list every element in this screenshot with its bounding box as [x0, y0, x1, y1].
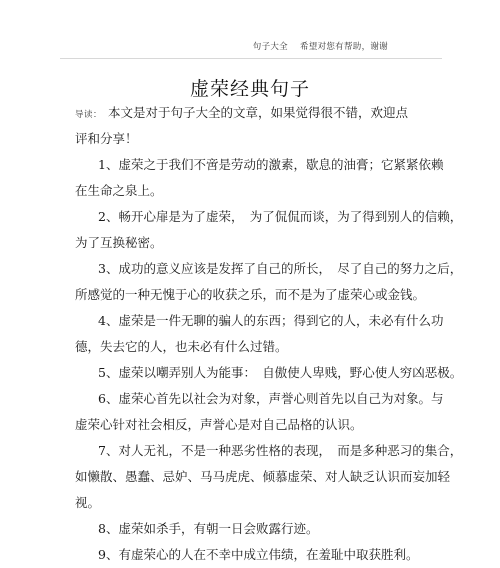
- paragraph-3: [75, 256, 463, 308]
- paragraph-line: 视。: [75, 495, 101, 510]
- intro-paragraph: [75, 100, 415, 152]
- paragraph-line: 德，失去它的人，也未必有什么过错。: [75, 339, 288, 354]
- paragraph-6: [75, 386, 444, 438]
- document-title: 虚荣经典句子: [189, 78, 310, 100]
- paragraph-line: 在生命之泉上。: [75, 183, 163, 198]
- paragraph-8: [75, 516, 415, 542]
- paragraph-line: 所感觉的一种无愧于心的收获之乐，而不是为了虚荣心或金钱。: [75, 287, 426, 302]
- paragraph-line: 如懒散、愚蠢、忌妒、马马虎虎、倾慕虚荣、对人缺乏认识而妄加轻: [75, 469, 451, 484]
- paragraph-line: 2、畅开心扉是为了虚荣， 为了侃侃而谈，为了得到别人的信赖，: [98, 209, 463, 224]
- paragraph-4: [75, 308, 444, 360]
- intro-label: 导读：: [75, 110, 103, 120]
- paragraph-line: 7、对人无礼，不是一种恶劣性格的表现， 而是多种恶习的集合，: [98, 443, 463, 458]
- paragraph-1: [75, 152, 444, 204]
- paragraph-7: [75, 438, 463, 516]
- paragraph-5: [75, 360, 463, 386]
- page-header: [253, 40, 388, 52]
- document-body: [75, 100, 463, 568]
- paragraph-line: 6、虚荣心首先以社会为对象，声誉心则首先以自己为对象。与: [98, 391, 444, 406]
- intro-line: 导读： 本文是对于句子大全的文章，如果觉得很不错，欢迎点: [75, 105, 409, 120]
- paragraph-line: 5、虚荣以嘲弄别人为能事： 自傲使人卑贱，野心使人穷凶恶极。: [98, 365, 463, 380]
- header-left-text: 句子大全: [252, 42, 288, 52]
- intro-line: 评和分享！: [75, 131, 138, 146]
- paragraph-line: 3、成功的意义应该是发挥了自己的所长， 尽了自己的努力之后，: [98, 261, 463, 276]
- paragraph-line: 8、虚荣如杀手，有朝一日会败露行迹。: [98, 521, 319, 536]
- paragraph-line: 1、虚荣之于我们不啻是劳动的激素，歇息的油膏；它紧紧依赖: [98, 157, 444, 172]
- header-rule: [60, 58, 442, 59]
- paragraph-9: [75, 542, 419, 568]
- header-right-text: 希望对您有帮助，谢谢: [299, 42, 388, 52]
- paragraph-line: 9、有虚荣心的人在不幸中成立伟绩，在羞耻中取获胜利。: [98, 547, 419, 562]
- paragraph-2: [75, 204, 463, 256]
- paragraph-line: 虚荣心针对社会相反，声誉心是对自己品格的认识。: [75, 417, 363, 432]
- paragraph-line: 4、虚荣是一件无聊的骗人的东西；得到它的人，未必有什么功: [98, 313, 444, 328]
- paragraph-line: 为了互换秘密。: [75, 235, 163, 250]
